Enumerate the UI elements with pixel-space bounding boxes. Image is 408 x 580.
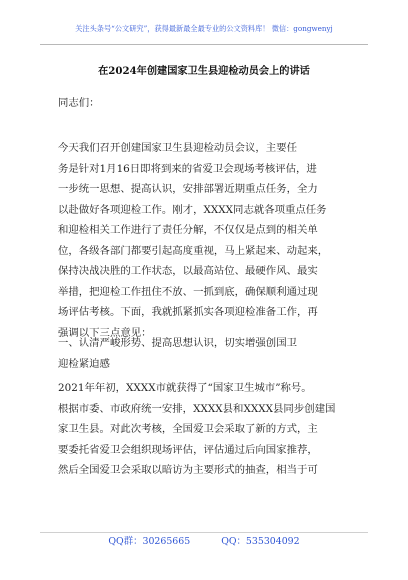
paragraph-2 [58, 378, 358, 481]
document-title: 在2024年创建国家卫生县迎检动员会上的讲话 [98, 65, 310, 77]
text-line: 根据市委、市政府统一安排，XXXX县和XXXX县同步创建国 [58, 402, 336, 415]
text-line: 一步统一思想、提高认识，安排部署近期重点任务，全力 [58, 183, 318, 195]
text-line: 强调以下三点意见： [58, 326, 152, 339]
salutation [58, 93, 358, 114]
text-line: 场评估考核。下面，我就抓紧抓实各项迎检准备工作，再 [58, 306, 318, 318]
section-heading-1 [58, 333, 358, 374]
text-line: 举措，把迎检工作扭住不放、一抓到底，确保顺利通过现 [58, 285, 318, 298]
footer-qq-group: QQ群：30265665 [108, 536, 191, 547]
text-line: 保持决战决胜的工作状态，以最高站位、最硬作风、最实 [58, 265, 318, 277]
text-line: 要委托省爱卫会组织现场评估，评估通过后向国家推荐， [58, 443, 318, 456]
text-line: 以赴做好各项迎检工作。刚才，XXXX同志就各项重点任务 [58, 203, 327, 216]
text-line: 位，各级各部门都要引起高度重视，马上紧起来、动起来， [58, 244, 329, 257]
text-line: 和迎检相关工作进行了责任分解，不仅仅是点到的相关单 [58, 224, 318, 236]
footer-divider [40, 532, 368, 533]
header-banner: 关注头条号“公文研究”，获得最新最全最专业的公文资料库！ 微信：gongwenyj [75, 24, 333, 33]
text-line: 务是针对1月16日即将到来的省爱卫会现场考核评估，进 [58, 162, 317, 175]
text-line: 2021年年初，XXXX市就获得了“国家卫生城市”称号。 [58, 382, 312, 394]
text-line: 今天我们召开创建国家卫生县迎检动员会议，主要任 [58, 142, 297, 154]
header-divider [40, 44, 368, 45]
text-line: 迎检紧迫感 [58, 357, 110, 370]
text-line: 家卫生县。对此次考核，全国爱卫会采取了新的方式，主 [58, 423, 318, 435]
text-line: 然后全国爱卫会采取以暗访为主要形式的抽查，相当于可 [58, 464, 318, 476]
footer-qq: QQ：535304092 [221, 536, 300, 547]
footer-contact [0, 536, 408, 548]
text-line: 一、认清严峻形势、提高思想认识，切实增强创国卫 [58, 337, 297, 349]
paragraph-1 [58, 138, 358, 343]
text-line: 同志们： [58, 97, 100, 109]
